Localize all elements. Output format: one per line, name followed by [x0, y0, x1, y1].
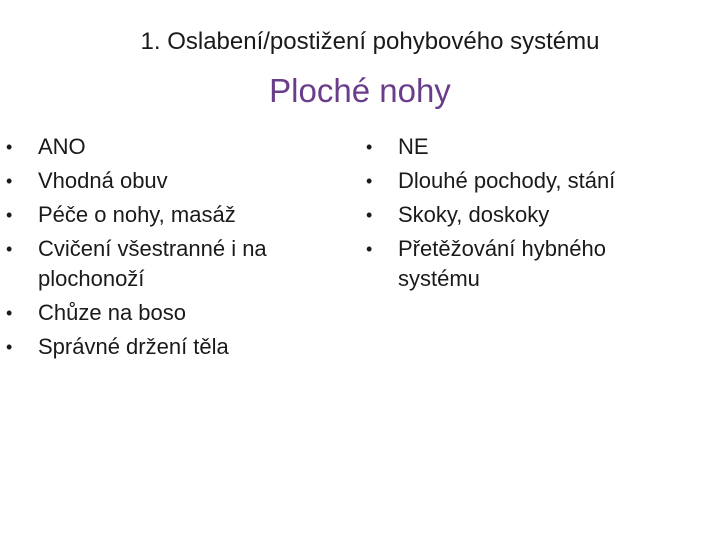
list-item [0, 332, 340, 362]
bullet-icon: • [366, 205, 373, 225]
list-item-text: Správné držení těla [38, 334, 229, 359]
bullet-icon: • [6, 137, 13, 157]
list-item-text: Péče o nohy, masáž [38, 202, 236, 227]
list-item-text: ANO [38, 134, 86, 159]
bullet-icon: • [366, 171, 373, 191]
list-item-text: Přetěžování hybného systému [398, 236, 606, 291]
list-item [0, 132, 340, 162]
list-item-text: Cvičení všestranné i na plochonoží [38, 236, 267, 291]
bullet-icon: • [6, 205, 13, 225]
slide-subtitle: Ploché nohy [269, 72, 451, 109]
slide-title: 1. Oslabení/postižení pohybového systému [140, 28, 600, 55]
list-item [360, 166, 660, 196]
list-item-text: Vhodná obuv [38, 168, 168, 193]
bullet-icon: • [6, 171, 13, 191]
right-bullet-list [360, 132, 660, 298]
bullet-icon: • [366, 137, 373, 157]
list-item [360, 234, 660, 294]
list-item-text: Dlouhé pochody, stání [398, 168, 616, 193]
bullet-icon: • [6, 337, 13, 357]
list-item [360, 132, 660, 162]
list-item [0, 298, 340, 328]
list-item-text: Skoky, doskoky [398, 202, 550, 227]
bullet-icon: • [6, 239, 13, 259]
list-item [0, 166, 340, 196]
bullet-icon: • [6, 303, 13, 323]
bullet-icon: • [366, 239, 373, 259]
list-item [0, 200, 340, 230]
left-bullet-list [0, 132, 340, 366]
list-item [0, 234, 340, 294]
list-item [360, 200, 660, 230]
list-item-text: Chůze na boso [38, 300, 186, 325]
list-item-text: NE [398, 134, 429, 159]
